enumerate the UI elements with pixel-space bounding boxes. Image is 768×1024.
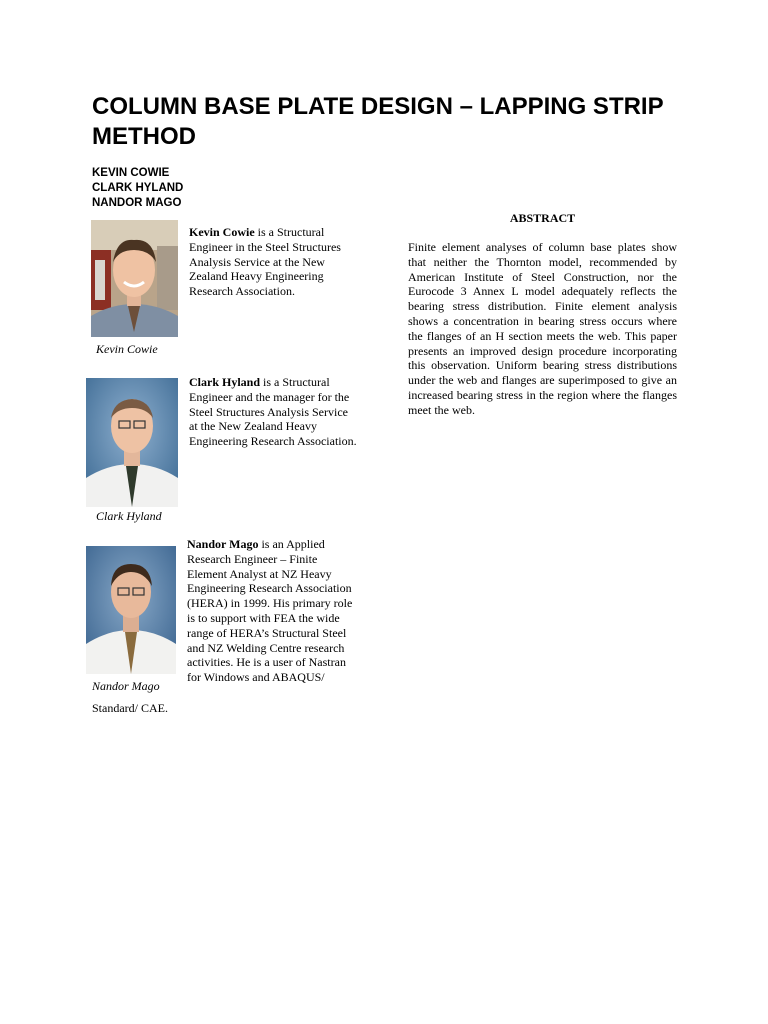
abstract-heading: ABSTRACT <box>509 211 576 225</box>
author-list <box>92 166 183 211</box>
author-bio-nandor-mago <box>187 537 359 685</box>
author-bio-kevin-cowie <box>189 225 357 299</box>
bio-text-continued: Standard/ CAE. <box>92 701 168 715</box>
bio-text: is a Structural Engineer and the manager for the Steel Structures Analysis Service at the New Zealand Heavy Engineering Research Association. <box>189 375 357 449</box>
abstract-body: Finite element analyses of column base plates show that neither the Thornton model, recommended by American Institute of Steel Construction, nor the Eurocode 3 Annex L model adequately reflects the bearing stress distribution. Finite element analysis shows a concentration in bearing stress occurs where the flanges of an H section meets the web. This paper presents an improved design procedure incorporating this observation. Uniform bearing stress distributions under the web and flanges are superimposed to give an increased bearing stress in the region where the flanges meet the web. <box>408 240 677 417</box>
photo-caption: Clark Hyland <box>96 509 162 523</box>
author-name: KEVIN COWIE <box>92 167 170 179</box>
author-photo-kevin-cowie <box>91 220 178 337</box>
bio-name: Nandor Mago <box>187 537 259 551</box>
author-name: CLARK HYLAND <box>92 182 184 194</box>
paper-title: COLUMN BASE PLATE DESIGN – LAPPING STRIP METHOD <box>92 93 664 150</box>
bio-name: Clark Hyland <box>189 375 261 389</box>
author-name: NANDOR MAGO <box>92 197 182 209</box>
author-bio-clark-hyland <box>189 375 357 449</box>
photo-caption: Kevin Cowie <box>96 342 158 356</box>
author-photo-nandor-mago <box>86 546 176 674</box>
bio-text: is an Applied Research Engineer – Finite Element Analyst at NZ Heavy Engineering Research Association (HERA) in 1999. His primary role is to support with FEA the wide range of HERA’s Structural Steel and NZ Welding Centre research activities. He is a user of Nastran for Windows and ABAQUS/ <box>187 537 353 685</box>
photo-caption: Nandor Mago <box>92 679 160 693</box>
bio-name: Kevin Cowie <box>189 225 255 239</box>
bio-text: is a Structural Engineer in the Steel Structures Analysis Service at the New Zealand Heavy Engineering Research Association. <box>189 225 341 299</box>
author-photo-clark-hyland <box>86 378 178 507</box>
